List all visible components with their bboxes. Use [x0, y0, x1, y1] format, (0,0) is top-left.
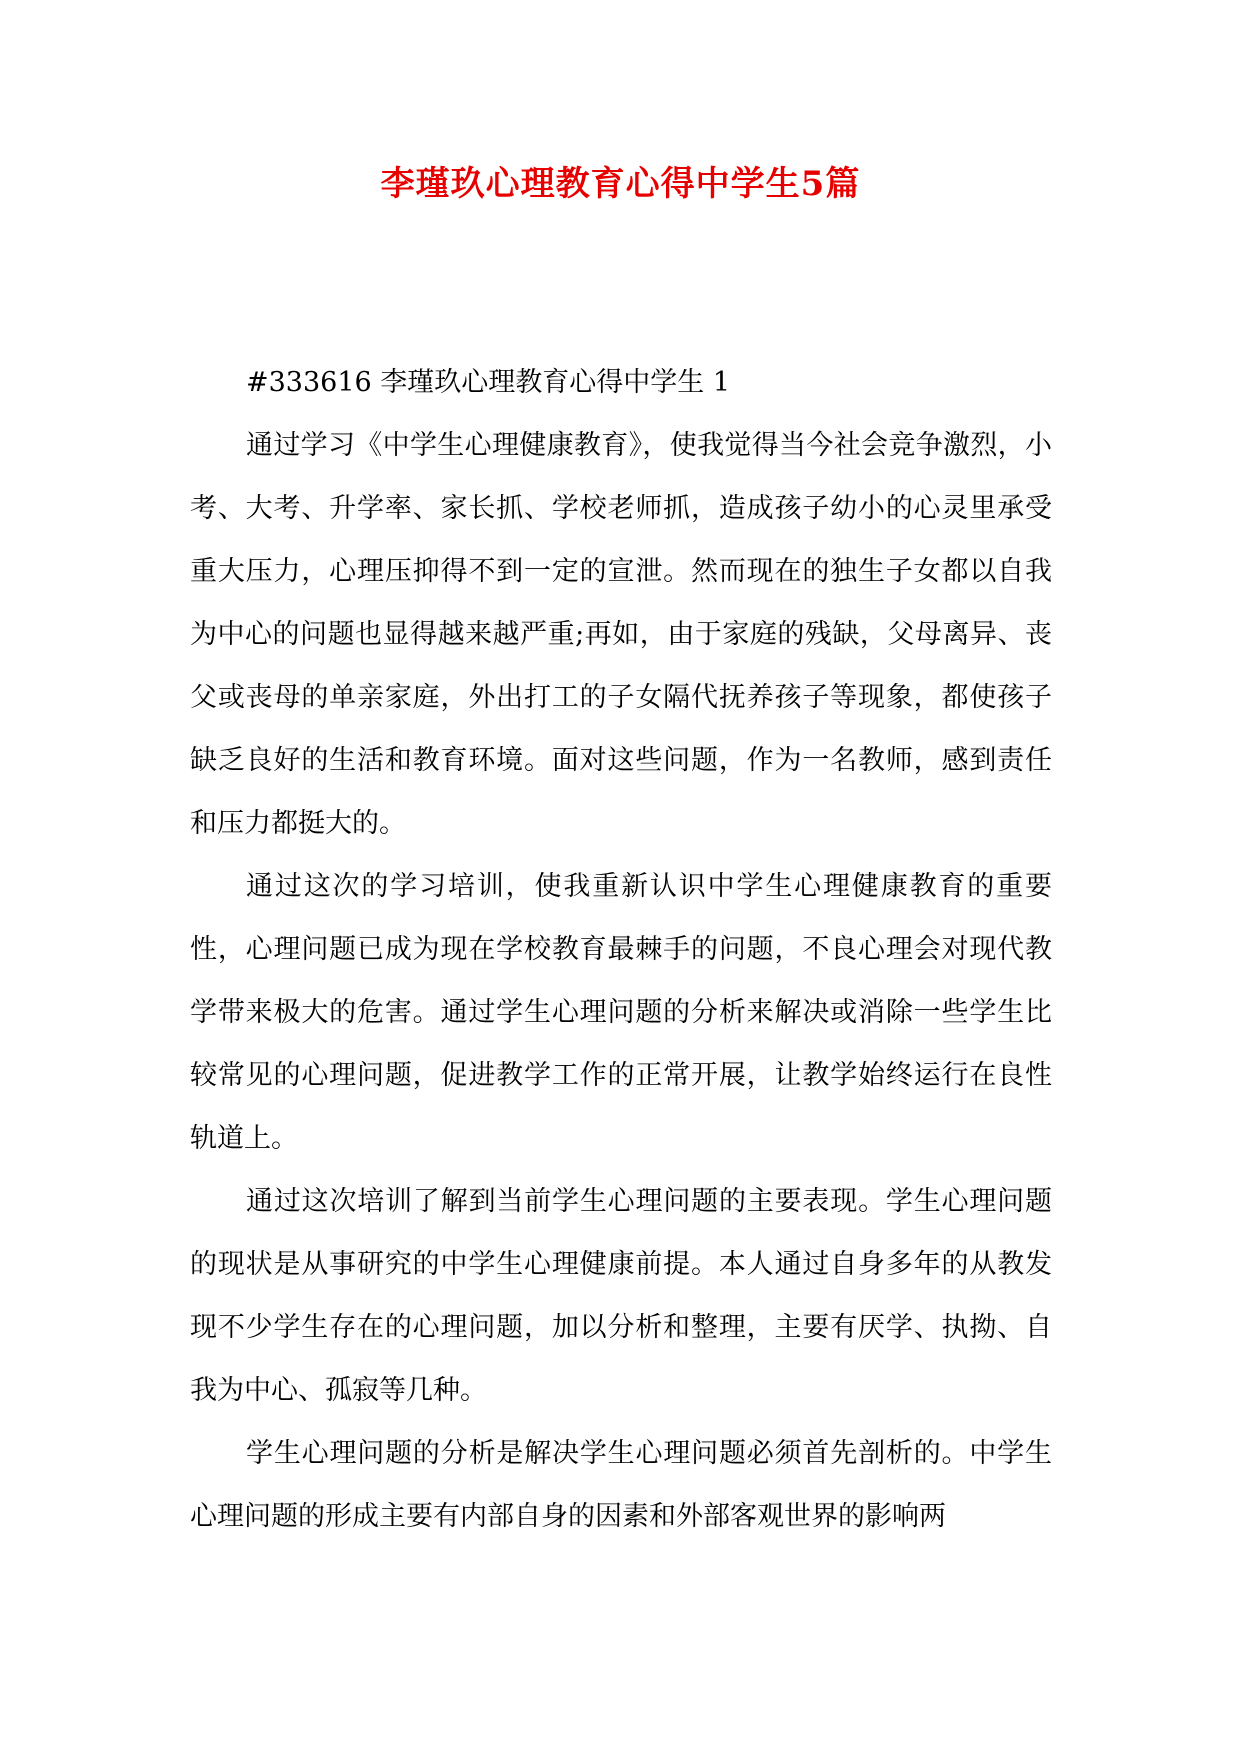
paragraph-2: 通过这次的学习培训，使我重新认识中学生心理健康教育的重要性，心理问题已成为现在学校教育最棘手的问题，不良心理会对现代教学带来极大的危害。通过学生心理问题的分析来解决或消除一些学生比较常见的心理问题，促进教学工作的正常开展，让教学始终运行在良性轨道上。 [190, 871, 1052, 1154]
document-title: 李瑾玖心理教育心得中学生5篇 [380, 164, 861, 204]
paragraph-1: 通过学习《中学生心理健康教育》，使我觉得当今社会竞争激烈，小考、大考、升学率、家长抓、学校老师抓，造成孩子幼小的心灵里承受重大压力，心理压抑得不到一定的宣泄。然而现在的独生子女都以自我为中心的问题也显得越来越严重;再如，由于家庭的残缺，父母离异、丧父或丧母的单亲家庭，外出打工的子女隔代抚养孩子等现象，都使孩子缺乏良好的生活和教育环境。面对这些问题，作为一名教师，感到责任和压力都挺大的。 [190, 430, 1052, 839]
document-body [190, 351, 1052, 1548]
section-heading: #333616 李瑾玖心理教育心得中学生 1 [246, 367, 731, 398]
paragraph-3: 通过这次培训了解到当前学生心理问题的主要表现。学生心理问题的现状是从事研究的中学生心理健康前提。本人通过自身多年的从教发现不少学生存在的心理问题，加以分析和整理，主要有厌学、执拗、自我为中心、孤寂等几种。 [190, 1186, 1052, 1406]
paragraph-4: 学生心理问题的分析是解决学生心理问题必须首先剖析的。中学生心理问题的形成主要有内部自身的因素和外部客观世界的影响两 [190, 1438, 1052, 1532]
